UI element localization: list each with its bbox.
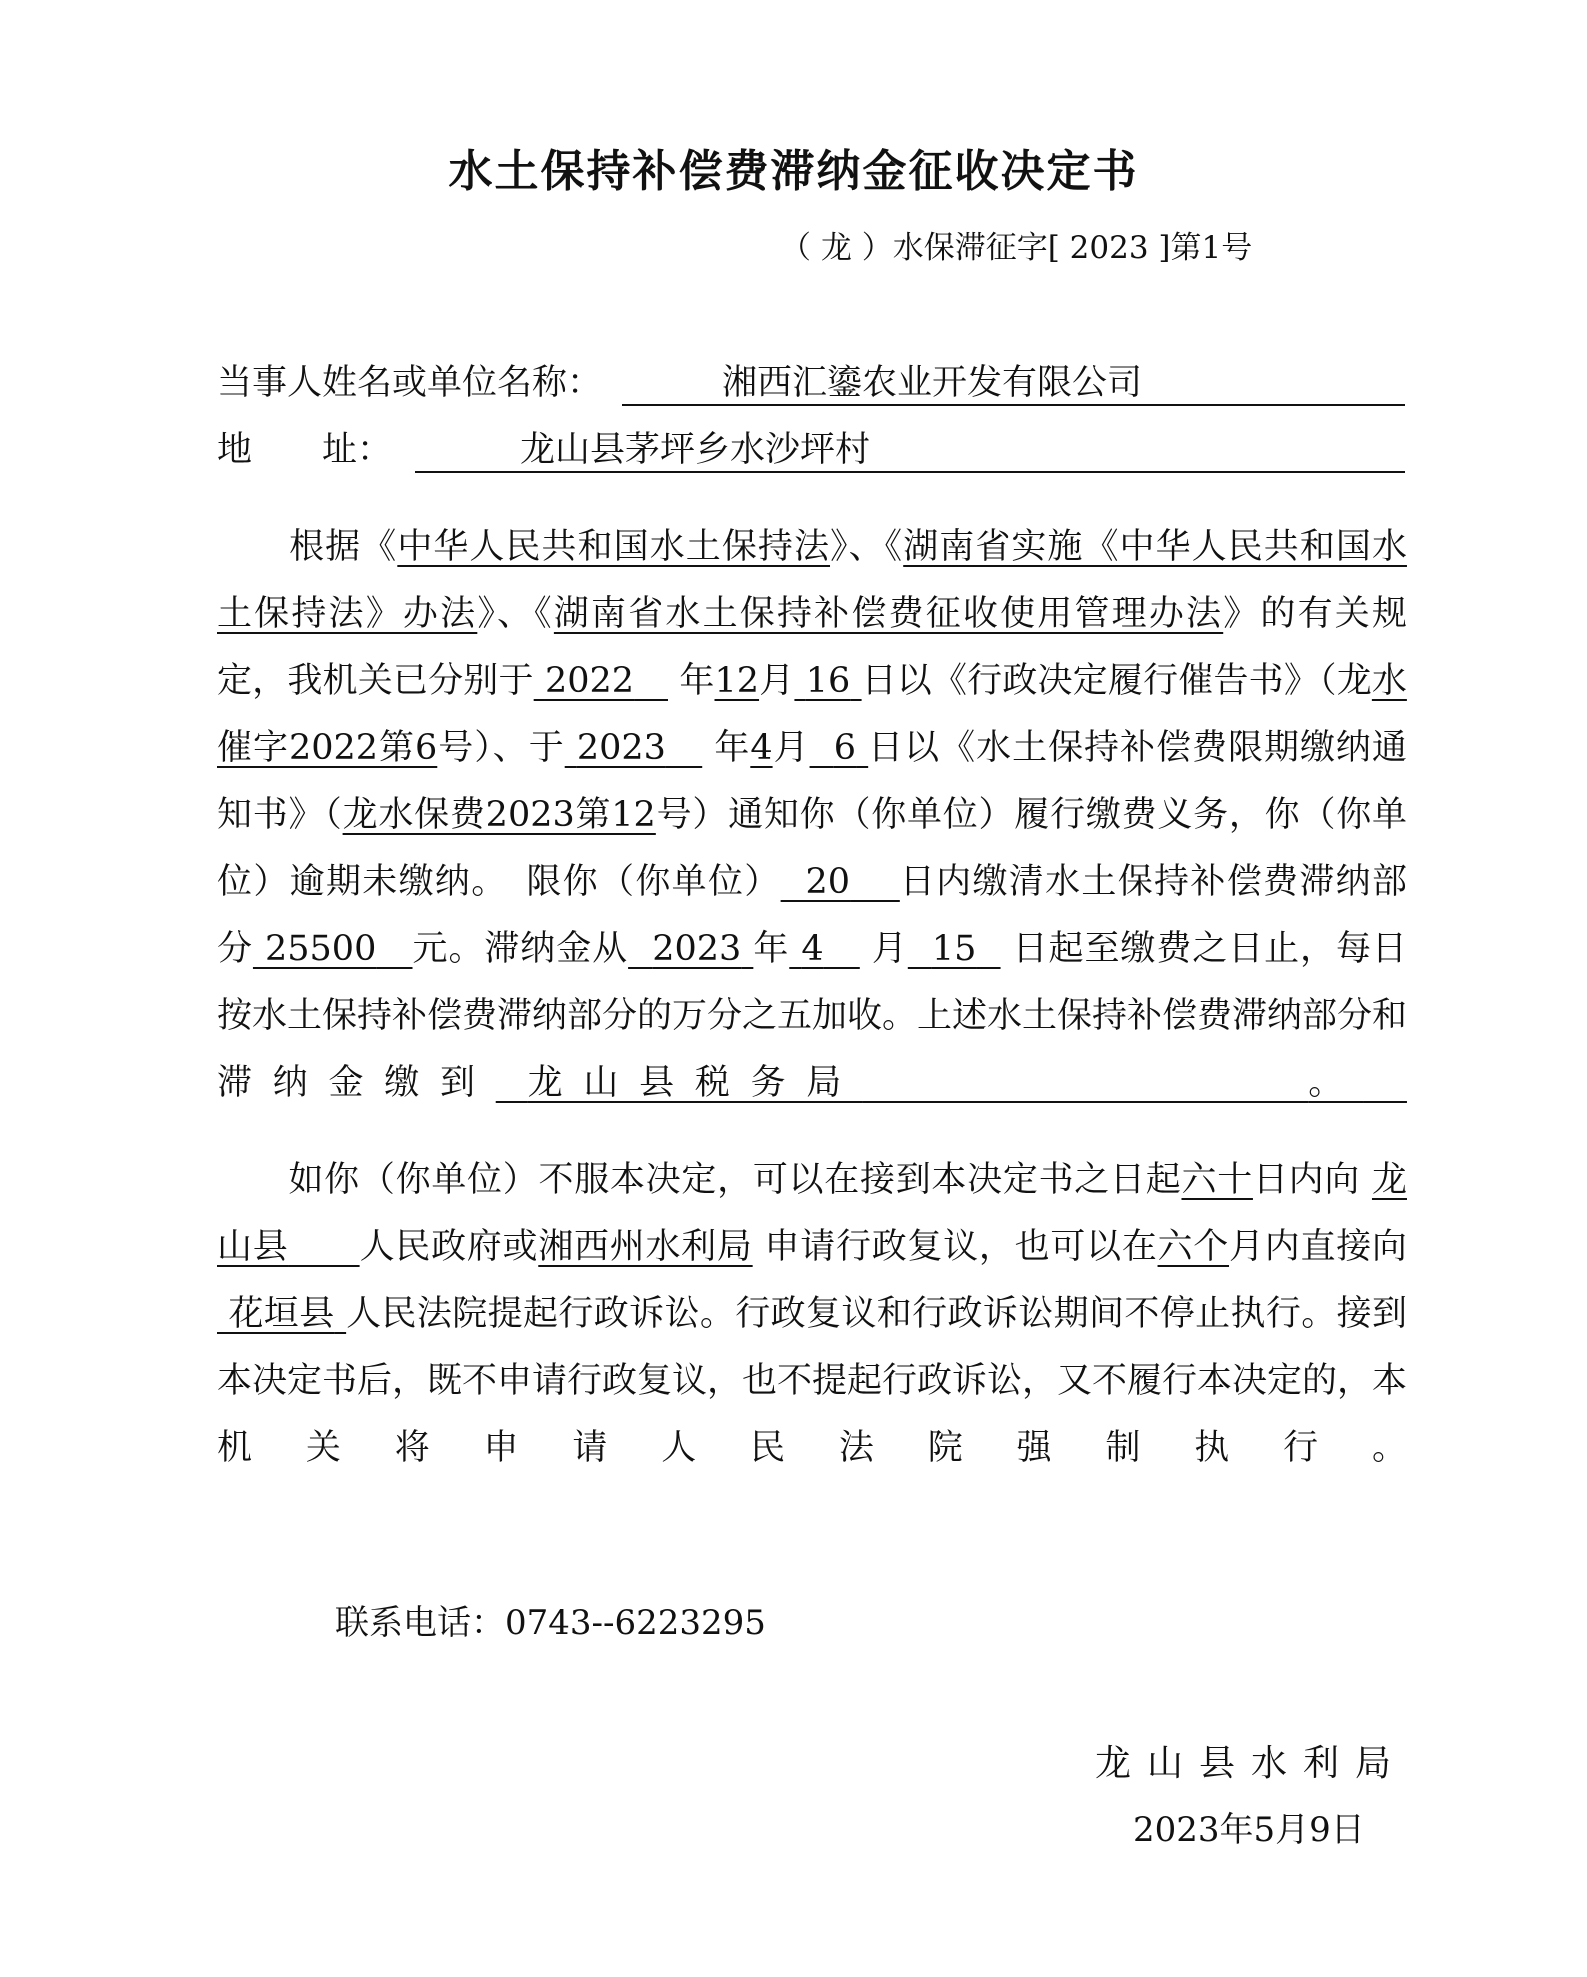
overdue-amount: 25500 [265,929,377,969]
review-department: 湘西州水利局 [538,1227,753,1267]
party-row [217,350,1407,417]
fee-start-year: 2023 [652,929,742,969]
law-1: 中华人民共和国水土保持法 [397,527,831,567]
address-row [217,417,1407,484]
second-notice-month: 4 [750,728,773,768]
fee-start-month: 4 [801,929,824,969]
review-government: 龙山县 [217,1160,1407,1267]
second-notice-day: 6 [833,728,857,768]
second-notice-year: 2023 [576,728,666,768]
address-label: 地 址： [217,430,393,470]
party-label: 当事人姓名或单位名称： [217,363,603,403]
first-notice-ref: 水催字2022第6 [217,661,1407,768]
issue-date: 2023年5月9日 [1133,1810,1365,1850]
document-body [217,350,1407,1482]
address-value: 龙山县茅坪乡水沙坪村 [520,430,871,470]
party-value: 湘西汇鎏农业开发有限公司 [722,363,1143,403]
lawsuit-months: 六个 [1157,1227,1230,1267]
fee-start-day: 15 [931,929,977,969]
paragraph-1: 根据《中华人民共和国水土保持法》、《湖南省实施《中华人民共和国水土保持法》办法》、《湖南省水土保持补偿费征收使用管理办法》的有关规定，我机关已分别于 2022 年12月 16 日以《行政决定履行催告书》（龙水催字2022第6号）、于 2023 年4月 6 日以《水土保持补偿费限期缴纳通知书》（龙水保费2023第12号）通知你（你单位）履行缴费义务，你（你单位）逾期未缴纳。 限你（你单位） 20 日内缴清水土保持补偿费滞纳部分 25500 元。滞纳金从 2023 年 4 月 15 日起至缴费之日止，每日按水土保持补偿费滞纳部分的万分之五加收。上述水土保持补偿费滞纳部分和滞纳金缴到 龙山县税务局 。 [217,527,1408,1103]
law-3: 湖南省水土保持补偿费征收使用管理办法 [553,594,1224,634]
paragraph-2: 如你（你单位）不服本决定，可以在接到本决定书之日起六十日内向 龙山县 人民政府或湘西州水利局 申请行政复议，也可以在六个月内直接向 花垣县 人民法院提起行政诉讼。行政复议和行政诉讼期间不停止执行。接到本决定书后，既不申请行政复议，也不提起行政诉讼，又不履行本决定的，本机关将申请人民法院强制执行。 [217,1160,1408,1468]
contact-phone: 联系电话：0743--6223295 [335,1603,766,1643]
issuing-authority: 龙山县水利局 [1095,1743,1408,1784]
first-notice-day: 16 [805,661,851,701]
first-notice-month: 12 [714,661,760,701]
payee: 龙山县税务局 。 [527,1063,1364,1103]
lawsuit-court: 花垣县 [228,1294,335,1334]
deadline-days: 20 [805,862,851,902]
first-notice-year: 2022 [544,661,635,701]
law-2: 湖南省实施《中华人民共和国水土保持法》办法 [217,527,1407,634]
document-title: 水土保持补偿费滞纳金征收决定书 [448,146,1139,197]
document-number: （ 龙 ）水保滞征字[ 2023 ]第1号 [780,230,1253,266]
review-days: 六十 [1181,1160,1253,1200]
second-notice-ref: 龙水保费2023第12 [342,795,656,835]
